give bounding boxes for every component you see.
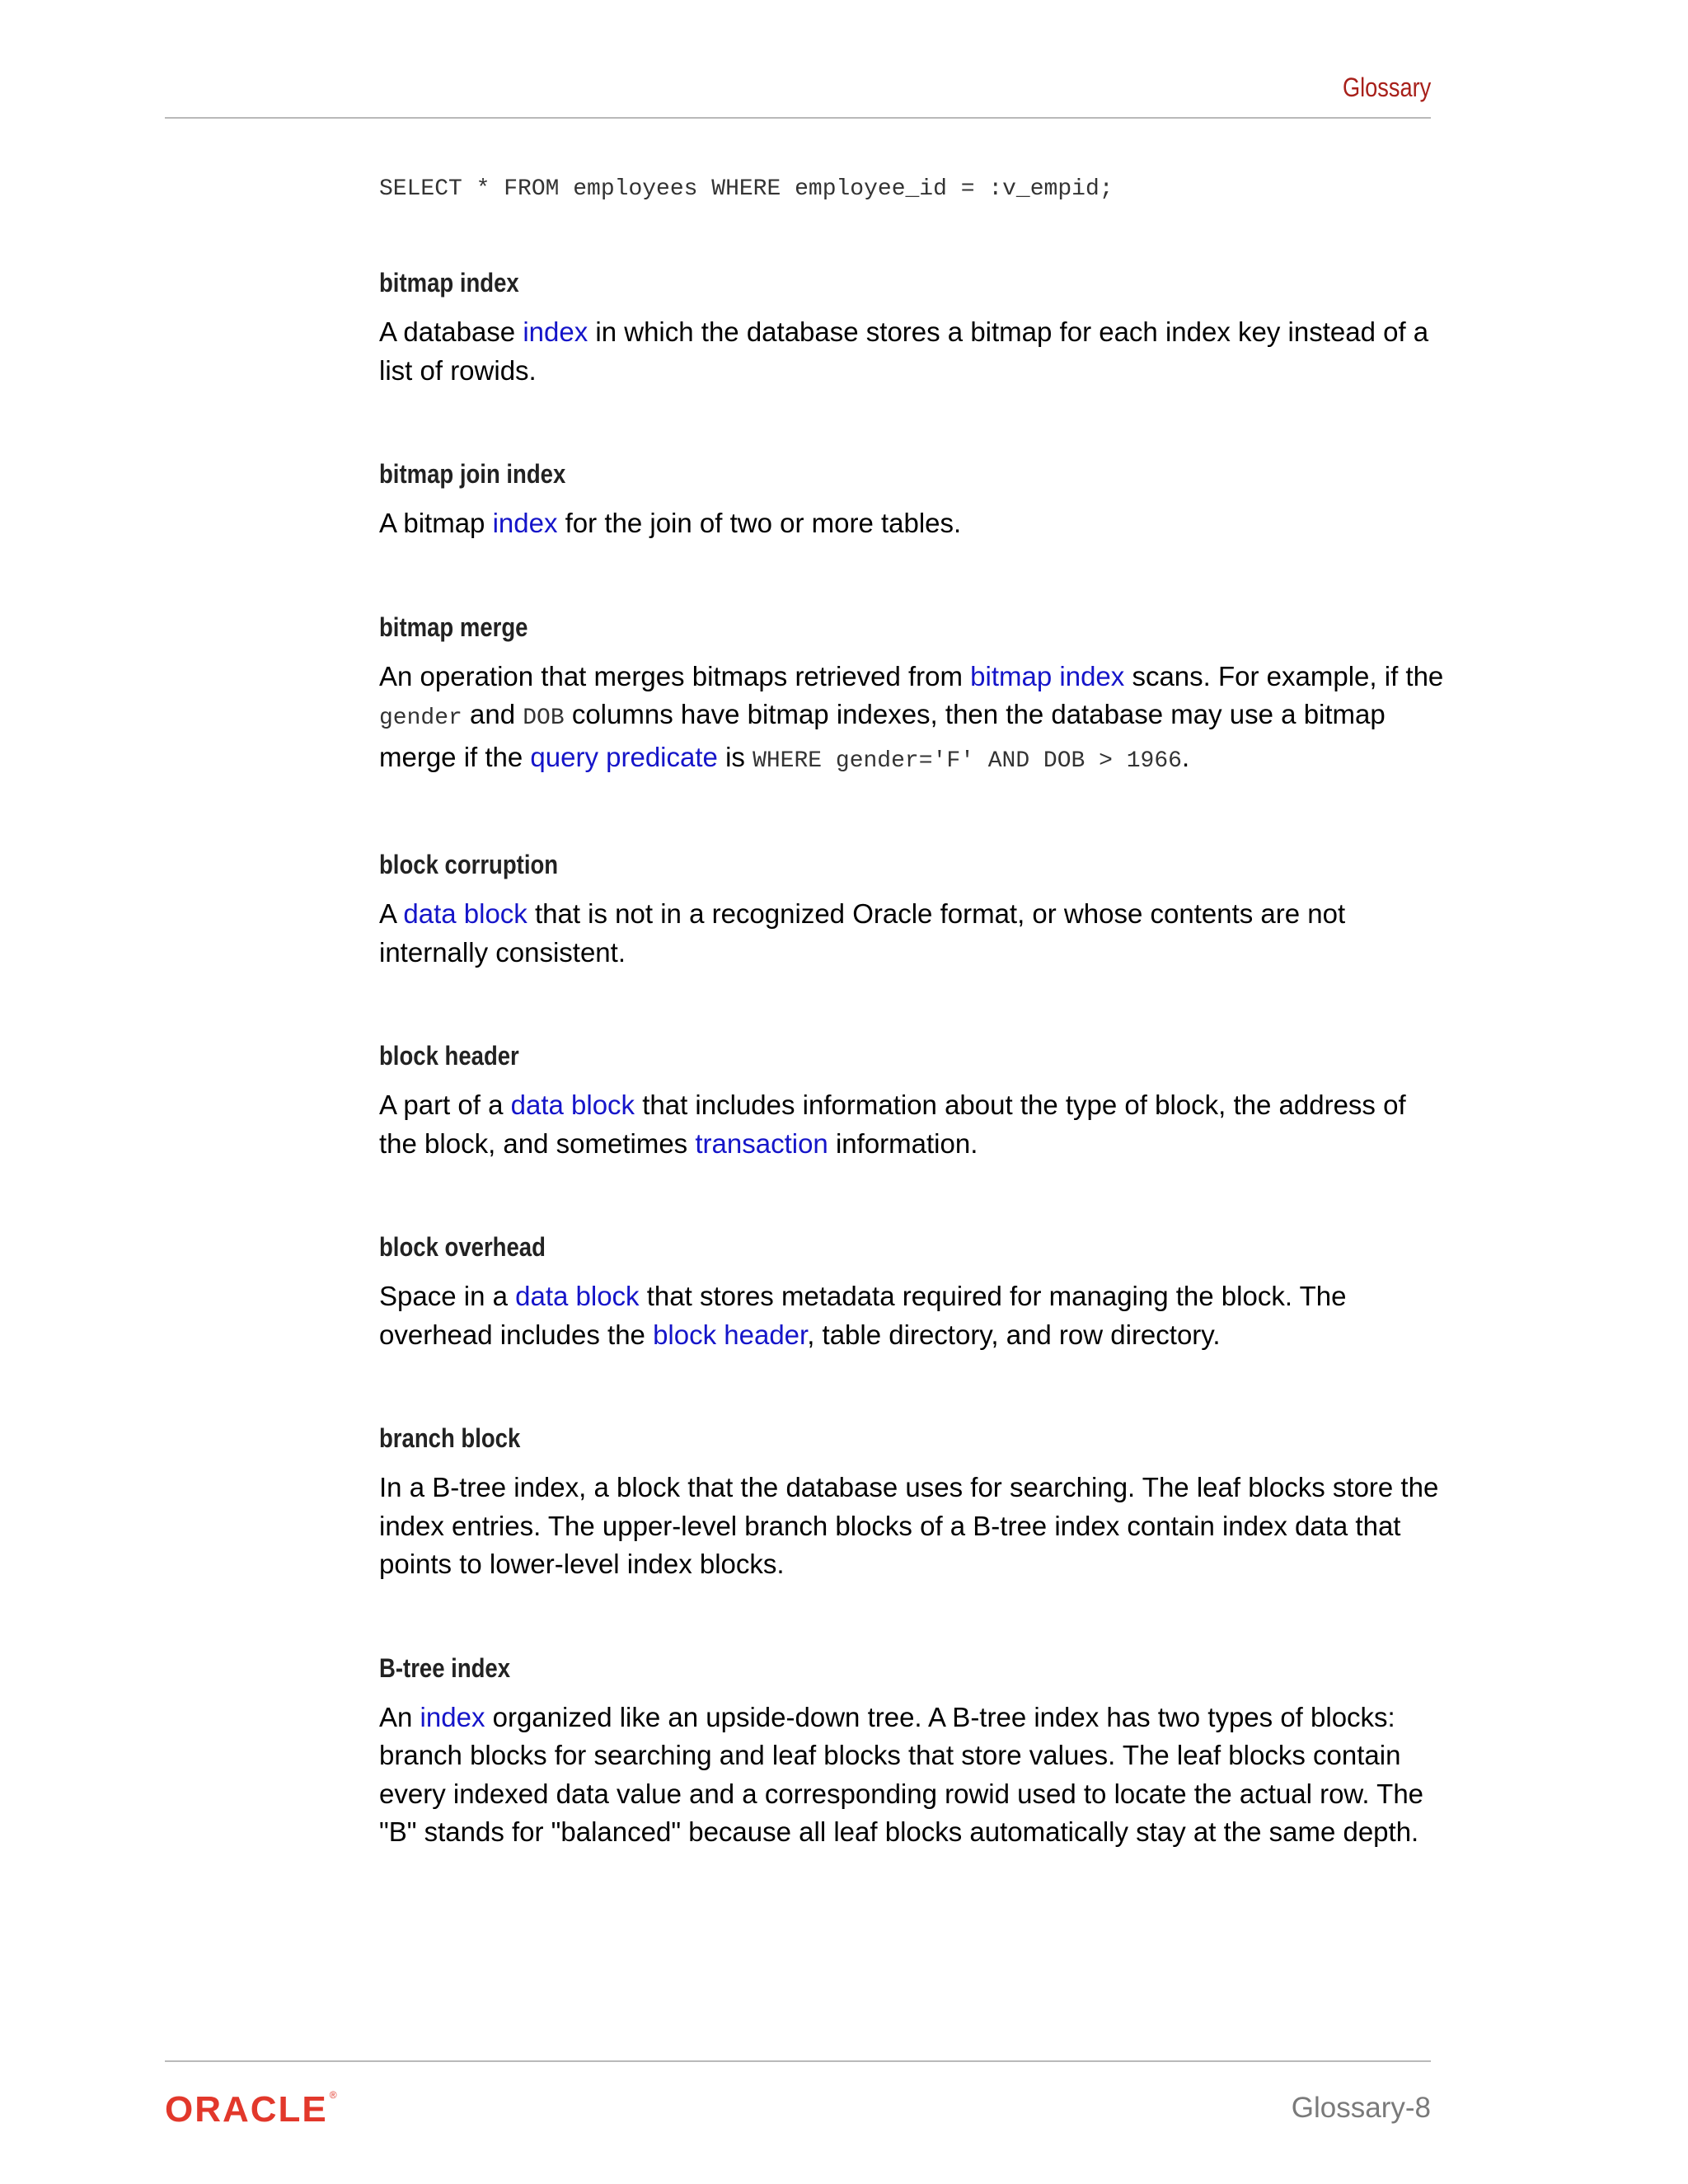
definition-text: An [379,1701,420,1732]
definition-text: A database [379,316,523,347]
glossary-term: block header [379,1041,519,1071]
glossary-definition [379,1469,1451,1584]
glossary-term: block overhead [379,1232,546,1262]
glossary-link[interactable]: transaction [695,1127,828,1159]
definition-text: that includes information about the type of block, the address of the block, and sometimes [379,1090,1406,1159]
definition-text: is [717,741,753,772]
glossary-entry [379,1041,1451,1163]
definition-text: An operation that merges bitmaps retrieved from [379,660,971,691]
glossary-content [379,176,1451,1921]
glossary-definition [379,504,1451,543]
glossary-term: B-tree index [379,1652,511,1683]
glossary-link[interactable]: data block [515,1281,640,1311]
definition-text: columns have bitmap indexes, then the database may use a bitmap merge if the [379,699,1386,772]
glossary-term: bitmap join index [379,459,566,489]
glossary-entry [379,1232,1451,1354]
glossary-link[interactable]: block header [653,1319,808,1350]
glossary-link[interactable]: index [420,1701,485,1732]
glossary-term: bitmap merge [379,612,528,642]
definition-text: , table directory, and row directory. [807,1319,1221,1350]
inline-code: DOB [523,705,565,731]
glossary-link[interactable]: data block [510,1090,635,1120]
definition-text: that is not in a recognized Oracle format, or whose contents are not internally consistent. [379,898,1346,968]
glossary-term: block corruption [379,850,559,879]
glossary-link[interactable]: query predicate [530,741,718,772]
glossary-definition [379,1699,1451,1852]
definition-text: A bitmap [379,508,493,538]
glossary-term: bitmap index [379,268,519,298]
glossary-entry [379,268,1451,390]
header-rule [165,117,1431,119]
running-header-title: Glossary [1342,73,1431,102]
inline-code: WHERE gender='F' AND DOB > 1966 [753,748,1182,774]
definition-text: . [1181,741,1190,772]
definition-text: organized like an upside-down tree. A B-tree index has two types of blocks: branch blocks for searching and leaf blocks that store values. The leaf blocks contain every indexed data value and a corresponding rowid used to locate the actual row. The "B" stands for "balanced" because all leaf blocks automatically stay at the same depth. [379,1701,1424,1847]
definition-text: information. [828,1127,978,1159]
oracle-logo-text: ORACLE [165,2089,328,2130]
glossary-link[interactable]: index [523,316,588,347]
glossary-definition [379,1086,1451,1163]
definition-text: for the join of two or more tables. [557,508,962,538]
page-number: Glossary-8 [1291,2092,1431,2124]
footer-rule [165,2060,1431,2062]
glossary-link[interactable]: index [492,508,558,538]
glossary-definition [379,895,1451,972]
inline-code: gender [379,705,462,731]
glossary-entry [379,850,1451,972]
definition-text: A [379,898,404,929]
definition-text: and [462,699,523,729]
glossary-entry [379,612,1451,781]
definition-text: In a B-tree index, a block that the database uses for searching. The leaf blocks store the index entries. The upper-level branch blocks of a B-tree index contain index data that points to lower-level index blocks. [379,1472,1439,1579]
registered-mark: ® [329,2089,339,2101]
glossary-link[interactable]: data block [403,898,528,929]
oracle-logo [165,2089,339,2130]
glossary-entry [379,459,1451,543]
glossary-term: branch block [379,1423,521,1453]
definition-text: Space in a [379,1281,516,1311]
code-example: SELECT * FROM employees WHERE employee_id = :v_empid; [379,176,1114,202]
definition-text: in which the database stores a bitmap for each index key instead of a list of rowids. [379,316,1429,386]
glossary-definition [379,313,1451,390]
glossary-definition [379,658,1451,781]
glossary-entry [379,1423,1451,1584]
glossary-entries [379,268,1451,1852]
glossary-entry [379,1653,1451,1852]
definition-text: A part of a [379,1090,511,1120]
glossary-link[interactable]: bitmap index [970,660,1125,691]
definition-text: scans. For example, if the [1124,660,1444,691]
definition-text: that stores metadata required for managing the block. The overhead includes the [379,1281,1347,1350]
glossary-definition [379,1277,1451,1354]
